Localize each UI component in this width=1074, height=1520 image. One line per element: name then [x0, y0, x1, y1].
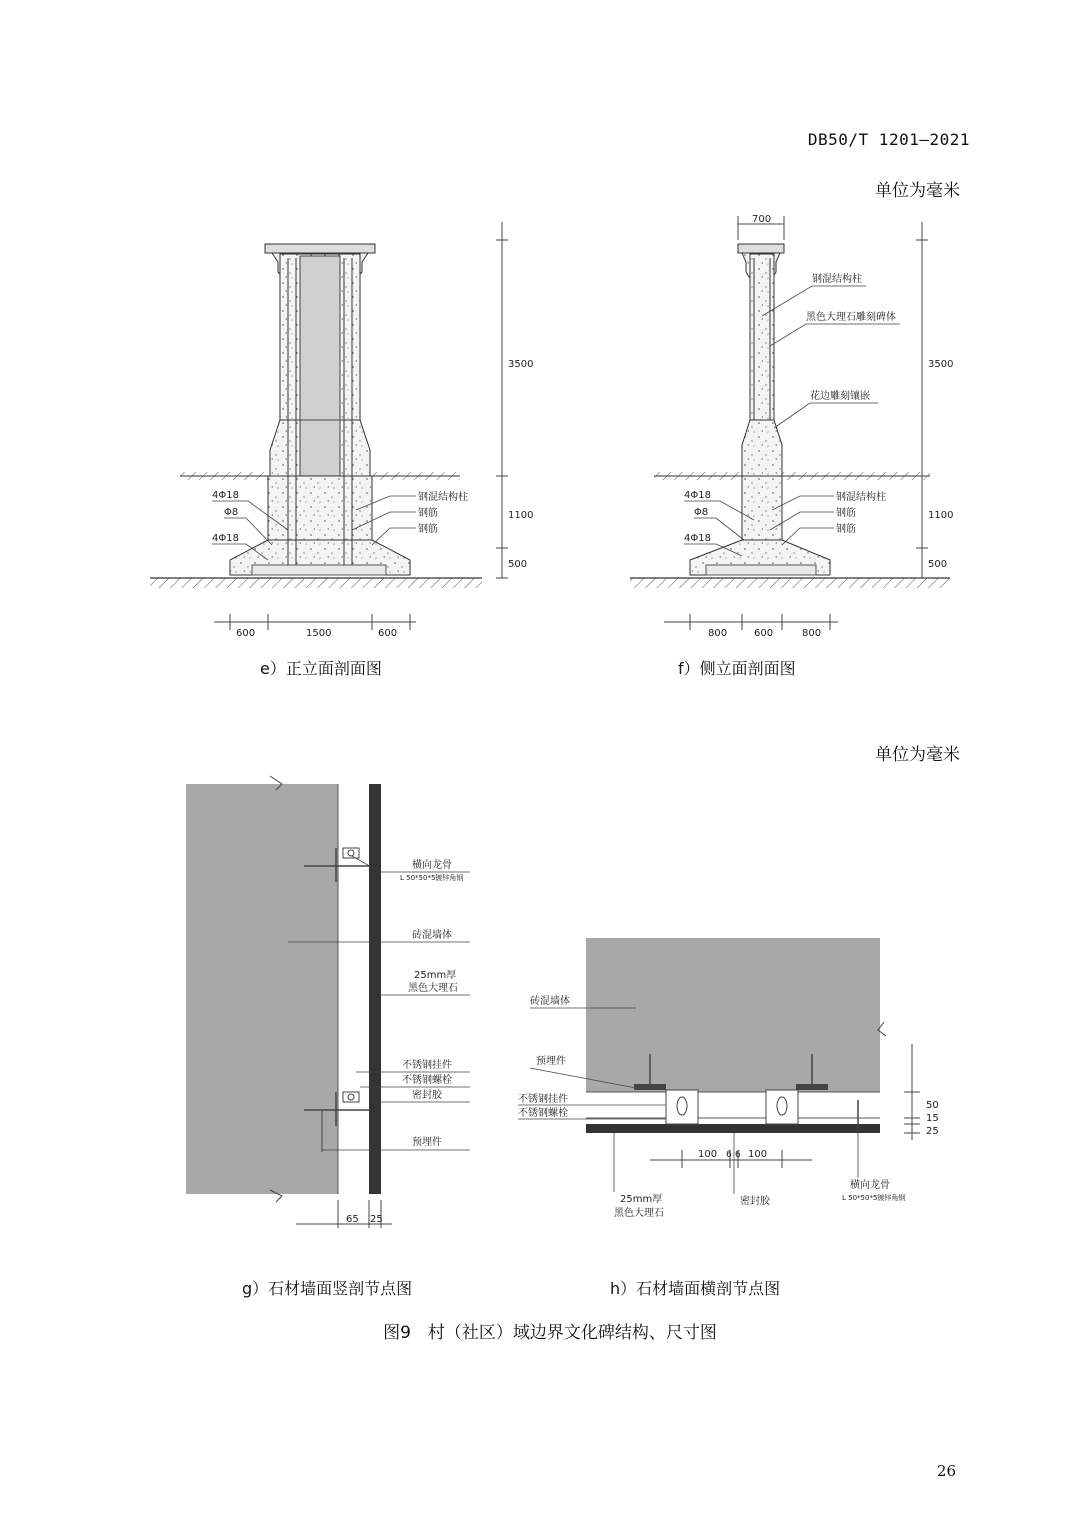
dim-e-v1: 3500	[508, 359, 534, 370]
figure-caption: 图9 村（社区）域边界文化碑结构、尺寸图	[383, 1323, 717, 1343]
base-ground-hatch	[150, 578, 482, 588]
label-f-rebar-1: 4Φ18	[684, 490, 711, 501]
figure-f-drawing	[630, 214, 953, 639]
label-e-rebar-3: 4Φ18	[212, 533, 239, 544]
dim-h-3: 6	[735, 1150, 741, 1160]
dim-f-v1: 3500	[928, 359, 954, 370]
dim-f-top: 700	[752, 214, 772, 225]
dim-e-v2: 1100	[508, 510, 534, 521]
label-h-keel-spec: L 50*50*5镀锌角钢	[842, 1194, 906, 1202]
dim-f-h3: 800	[802, 628, 822, 639]
label-h-sealant: 密封胶	[740, 1196, 770, 1207]
caption-e: e）正立面剖面图	[260, 659, 382, 678]
label-g-hanger: 不锈钢挂件	[402, 1060, 452, 1071]
unit-note: 单位为毫米	[875, 181, 960, 201]
marble-slab	[369, 784, 381, 1194]
figure-e-drawing	[150, 222, 533, 639]
document-id: DB50/T 1201—2021	[807, 130, 970, 149]
label-e-steel-2: 钢筋	[418, 524, 438, 535]
caption-g: g）石材墙面竖剖节点图	[242, 1279, 413, 1298]
label-g-bolt: 不锈钢螺栓	[402, 1075, 452, 1086]
label-f-steel-1: 钢筋	[836, 508, 856, 519]
label-g-marble-1: 25mm厚	[414, 970, 457, 981]
dim-h-v1: 50	[926, 1100, 939, 1111]
label-f-rebar-3: 4Φ18	[684, 533, 711, 544]
figure-h-drawing	[518, 938, 939, 1219]
column-cap	[265, 244, 375, 253]
label-h-wall: 砖混墙体	[530, 996, 570, 1007]
dim-g-2: 25	[370, 1214, 383, 1225]
label-f-steel-2: 钢筋	[836, 524, 856, 535]
dim-h-4: 100	[748, 1149, 768, 1160]
label-g-keel: 横向龙骨	[412, 860, 452, 871]
marble-slab-h	[586, 1124, 880, 1133]
label-f-column-2: 钢混结构柱	[836, 492, 886, 503]
brick-wall	[186, 784, 338, 1194]
label-e-rebar-1: 4Φ18	[212, 490, 239, 501]
label-e-column: 钢混结构柱	[418, 492, 468, 503]
label-g-wall: 砖混墙体	[412, 930, 452, 941]
dim-f-h2: 600	[754, 628, 774, 639]
label-e-steel-1: 钢筋	[418, 508, 438, 519]
dim-g-1: 65	[346, 1214, 359, 1225]
unit-note-2: 单位为毫米	[875, 745, 960, 765]
dim-f-h1: 800	[708, 628, 728, 639]
label-f-rebar-2: Φ8	[694, 507, 709, 518]
dim-h-v3: 25	[926, 1126, 939, 1137]
dim-f-v2: 1100	[928, 510, 954, 521]
caption-h: h）石材墙面横剖节点图	[610, 1279, 781, 1298]
dim-f-v3: 500	[928, 559, 948, 570]
label-f-inlay: 花边雕刻镶嵌	[810, 391, 870, 402]
label-g-marble-2: 黑色大理石	[408, 983, 458, 994]
caption-f: f）侧立面剖面图	[678, 659, 796, 678]
dim-h-2: 6	[726, 1150, 732, 1160]
dim-h-1: 100	[698, 1149, 718, 1160]
dim-e-h2: 1500	[306, 628, 332, 639]
label-h-marble-2: 黑色大理石	[614, 1208, 664, 1219]
label-h-marble-1: 25mm厚	[620, 1194, 663, 1205]
dim-e-h3: 600	[378, 628, 398, 639]
dim-e-h1: 600	[236, 628, 256, 639]
label-g-embed: 预埋件	[412, 1137, 442, 1148]
brick-wall-h	[586, 938, 880, 1092]
label-h-embed: 预埋件	[536, 1056, 566, 1067]
label-h-keel: 横向龙骨	[850, 1180, 890, 1191]
label-g-keel-spec: L 50*50*5镀锌角钢	[400, 874, 464, 882]
label-e-rebar-2: Φ8	[224, 507, 239, 518]
label-g-sealant: 密封胶	[412, 1090, 442, 1101]
label-f-stone: 黑色大理石雕刻碑体	[806, 312, 896, 323]
page-number: 26	[936, 1462, 956, 1480]
label-f-column: 钢混结构柱	[812, 274, 862, 285]
dim-h-v2: 15	[926, 1113, 939, 1124]
label-h-hanger: 不锈钢挂件	[518, 1094, 568, 1105]
figure-g-drawing	[186, 776, 470, 1228]
label-h-bolt: 不锈钢螺栓	[518, 1108, 568, 1119]
dim-e-v3: 500	[508, 559, 528, 570]
